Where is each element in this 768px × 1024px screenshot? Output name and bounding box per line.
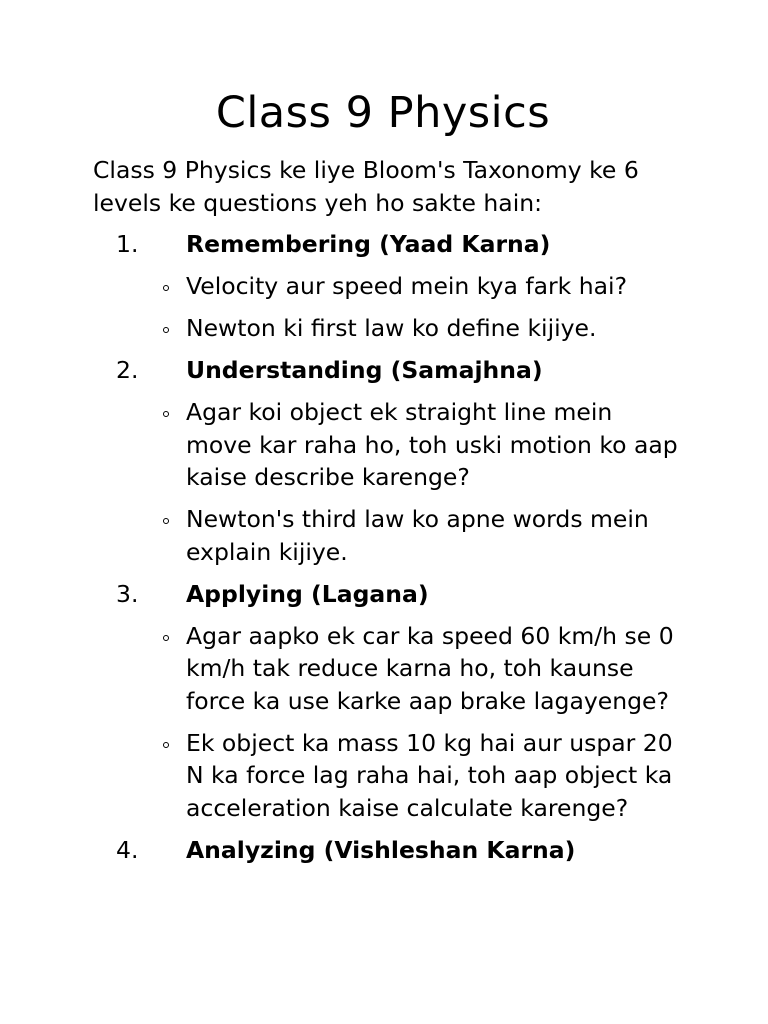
level-heading bbox=[93, 578, 683, 611]
question-item bbox=[93, 620, 683, 718]
level-number: 2. bbox=[116, 356, 139, 384]
level-heading bbox=[93, 354, 683, 387]
level-number: 3. bbox=[116, 579, 139, 608]
circle-bullet-icon bbox=[163, 411, 169, 417]
level-number: 1. bbox=[116, 230, 139, 258]
level-title: Remembering (Yaad Karna) bbox=[186, 230, 551, 258]
question-list bbox=[93, 270, 683, 345]
level-title: Analyzing (Vishleshan Karna) bbox=[186, 835, 576, 864]
question-text: Velocity aur speed mein kya fark hai? bbox=[186, 272, 628, 300]
page-title: Class 9 Physics bbox=[215, 88, 551, 138]
question-item bbox=[93, 503, 683, 568]
level-number: 4. bbox=[116, 835, 139, 864]
circle-bullet-icon bbox=[163, 327, 169, 333]
level-heading bbox=[93, 834, 683, 867]
circle-bullet-icon bbox=[163, 518, 169, 524]
level-item-3 bbox=[93, 578, 683, 825]
level-title: Understanding (Samajhna) bbox=[186, 356, 543, 384]
level-item-2 bbox=[93, 354, 683, 568]
question-list bbox=[93, 396, 683, 568]
intro-paragraph: Class 9 Physics ke liye Bloom's Taxonomy ke 6 levels ke questions yeh ho sakte hain: bbox=[93, 156, 639, 217]
level-item-1 bbox=[93, 228, 683, 345]
question-text: Ek object ka mass 10 kg hai aur uspar 20 N ka force lag raha hai, toh aap object ka acceleration kaise calculate karenge? bbox=[186, 728, 673, 822]
question-item bbox=[93, 727, 683, 825]
level-title: Applying (Lagana) bbox=[186, 579, 429, 608]
level-heading bbox=[93, 228, 683, 261]
circle-bullet-icon bbox=[163, 742, 169, 748]
question-item bbox=[93, 270, 683, 303]
question-item bbox=[93, 312, 683, 345]
circle-bullet-icon bbox=[163, 285, 169, 291]
taxonomy-levels-list bbox=[93, 228, 683, 876]
question-text: Newton ki first law ko define kijiye. bbox=[186, 314, 597, 342]
question-item bbox=[93, 396, 683, 494]
circle-bullet-icon bbox=[163, 635, 169, 641]
question-text: Agar aapko ek car ka speed 60 km/h se 0 km/h tak reduce karna ho, toh kaunse force ka use karke aap brake lagayenge? bbox=[186, 621, 674, 715]
level-item-4 bbox=[93, 834, 683, 867]
question-text: Newton's third law ko apne words mein explain kijiye. bbox=[186, 505, 649, 566]
question-list bbox=[93, 620, 683, 825]
question-text: Agar koi object ek straight line mein move kar raha ho, toh uski motion ko aap kaise describe karenge? bbox=[186, 398, 678, 491]
